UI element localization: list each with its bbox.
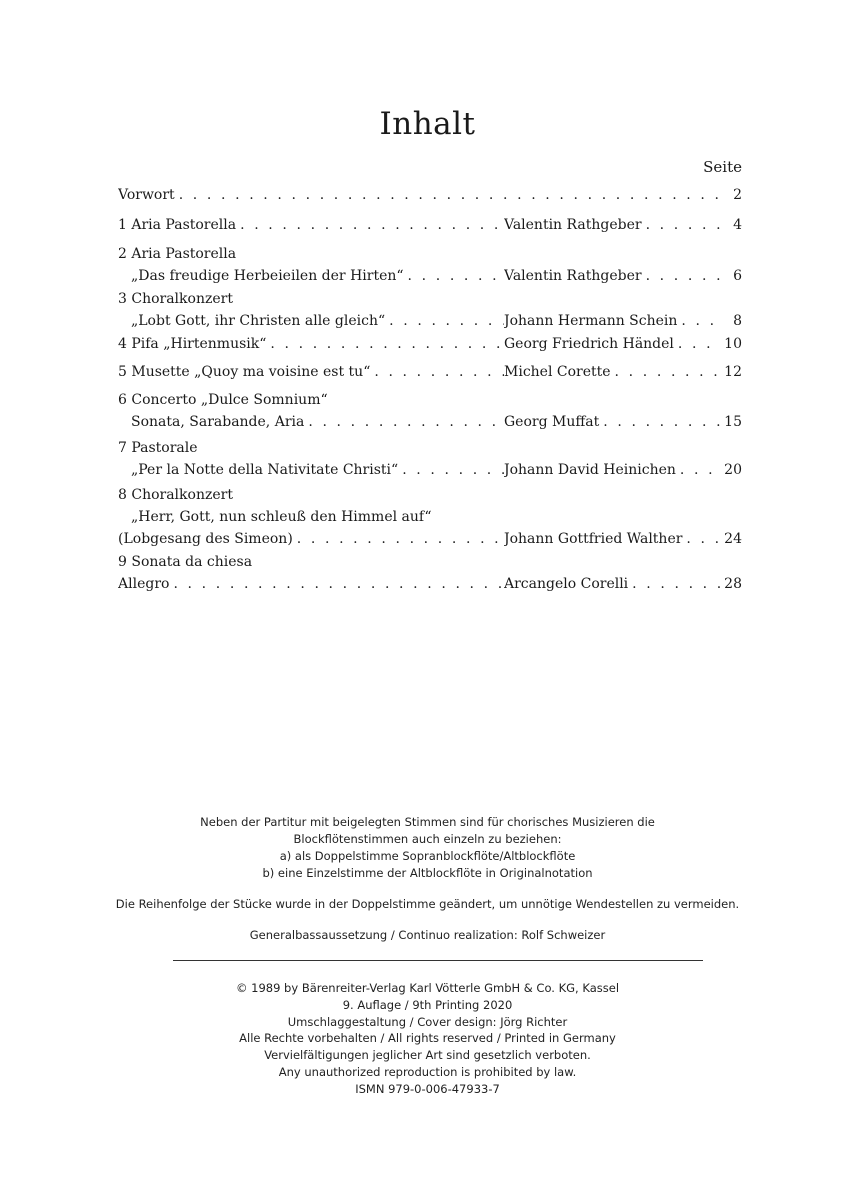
toc-entry-heading: 6 Concerto „Dulce Somnium“	[118, 392, 328, 408]
leader-dots	[169, 573, 504, 595]
copyright-line: Any unauthorized reproduction is prohibited by law.	[278, 1064, 577, 1079]
leader-dots	[674, 333, 720, 355]
copyright-line: Vervielfältigungen jeglicher Art sind gesetzlich verboten.	[264, 1048, 591, 1063]
leader-dots	[385, 310, 504, 332]
toc-entry-heading: 7 Pastorale	[118, 440, 198, 456]
toc-entry-8	[118, 484, 742, 550]
leader-dots	[642, 265, 720, 287]
toc-entry-4	[118, 333, 742, 355]
note-line: Die Reihenfolge der Stücke wurde in der Doppelstimme geändert, um unnötige Wendestellen zu vermeiden.	[115, 897, 740, 911]
copyright-line: Alle Rechte vorbehalten / All rights reserved / Printed in Germany	[239, 1031, 616, 1046]
toc-entry-vorwort	[118, 184, 742, 206]
toc-entry-composer: Valentin Rathgeber	[504, 217, 642, 233]
toc-entry-heading: 8 Choralkonzert	[118, 487, 233, 503]
toc-entry-page: 28	[724, 576, 742, 592]
toc-entry-composer: Johann Hermann Schein	[504, 313, 678, 329]
toc-entry-subtitle: „Herr, Gott, nun schleuß den Himmel auf“	[131, 509, 432, 525]
leader-dots	[370, 361, 504, 383]
note-line: Blockflötenstimmen auch einzeln zu beziehen:	[293, 832, 562, 846]
toc-entry-5	[118, 361, 742, 383]
toc-entry-page: 20	[724, 462, 742, 478]
page-column-header: Seite	[703, 158, 742, 176]
toc-entry-composer: Michel Corette	[504, 364, 611, 380]
toc-entry-title: „Lobt Gott, ihr Christen alle gleich“	[131, 313, 386, 329]
copyright-block	[0, 980, 855, 1098]
toc-entry-title: 4 Pifa „Hirtenmusik“	[118, 336, 267, 352]
toc-entry-7	[118, 437, 742, 481]
leader-dots	[304, 411, 504, 433]
toc-entry-title: 5 Musette „Quoy ma voisine est tu“	[118, 364, 371, 380]
toc-entry-composer: Georg Friedrich Händel	[504, 336, 674, 352]
toc-entry-title: „Das freudige Herbeieilen der Hirten“	[131, 268, 404, 284]
leader-dots	[175, 184, 720, 206]
toc-entry-title: (Lobgesang des Simeon)	[118, 531, 293, 547]
leader-dots	[628, 573, 720, 595]
note-line: Neben der Partitur mit beigelegten Stimmen sind für chorisches Musizieren die	[200, 815, 655, 829]
note-line: Generalbassaussetzung / Continuo realization: Rolf Schweizer	[249, 928, 606, 942]
leader-dots	[404, 265, 504, 287]
toc-entry-9	[118, 551, 742, 595]
toc-entry-title: Sonata, Sarabande, Aria	[131, 414, 305, 430]
toc-entry-composer: Johann Gottfried Walther	[504, 531, 683, 547]
toc-entry-page: 6	[733, 268, 742, 284]
toc-entry-1	[118, 214, 742, 236]
toc-entry-6	[118, 389, 742, 433]
toc-entry-2	[118, 243, 742, 287]
toc-entry-heading: 3 Choralkonzert	[118, 291, 233, 307]
toc-entry-page: 12	[724, 364, 742, 380]
toc-entry-composer: Arcangelo Corelli	[504, 576, 629, 592]
note-line: a) als Doppelstimme Sopranblockflöte/Altblockflöte	[279, 849, 576, 863]
toc-entry-composer: Valentin Rathgeber	[504, 268, 642, 284]
toc-entry-heading: 2 Aria Pastorella	[118, 246, 237, 262]
copyright-line: © 1989 by Bärenreiter-Verlag Karl Vötterle GmbH & Co. KG, Kassel	[235, 981, 620, 995]
notes-block	[0, 814, 855, 944]
toc-entry-page: 15	[724, 414, 742, 430]
leader-dots	[293, 528, 504, 550]
toc-entry-title: Allegro	[118, 576, 170, 592]
leader-dots	[599, 411, 720, 433]
leader-dots	[677, 310, 720, 332]
toc-entry-page: 2	[733, 187, 742, 203]
leader-dots	[611, 361, 720, 383]
leader-dots	[682, 528, 720, 550]
leader-dots	[642, 214, 720, 236]
toc-entry-heading: 9 Sonata da chiesa	[118, 554, 253, 570]
isbn: ISMN 979-0-006-47933-7	[355, 1081, 500, 1096]
copyright-line: 9. Auflage / 9th Printing 2020	[342, 997, 513, 1012]
leader-dots	[236, 214, 504, 236]
toc-entry-title: Vorwort	[118, 187, 175, 203]
toc-entry-title: „Per la Notte della Nativitate Christi“	[131, 462, 399, 478]
page-title: Inhalt	[379, 106, 476, 142]
divider	[173, 960, 703, 961]
toc-entry-page: 24	[724, 531, 742, 547]
toc-entry-3	[118, 288, 742, 332]
note-line: b) eine Einzelstimme der Altblockflöte in Originalnotation	[262, 866, 593, 880]
toc-entry-page: 8	[733, 313, 742, 329]
toc-entry-composer: Georg Muffat	[504, 414, 600, 430]
toc-entry-composer: Johann David Heinichen	[504, 462, 676, 478]
toc-entry-page: 10	[724, 336, 742, 352]
leader-dots	[266, 333, 504, 355]
toc-entry-page: 4	[733, 217, 742, 233]
leader-dots	[676, 459, 720, 481]
copyright-line: Umschlaggestaltung / Cover design: Jörg Richter	[287, 1014, 568, 1029]
toc-entry-title: 1 Aria Pastorella	[118, 217, 237, 233]
leader-dots	[398, 459, 504, 481]
